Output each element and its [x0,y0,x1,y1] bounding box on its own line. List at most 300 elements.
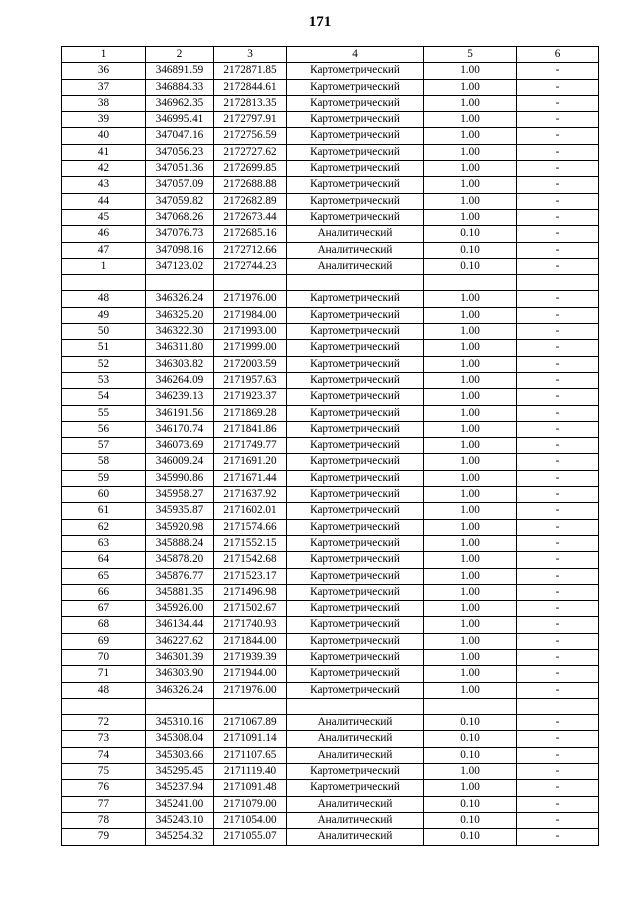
method-cell: Картометрический [287,682,424,698]
y-coordinate-cell: 2172727.62 [214,144,287,160]
method-cell: Картометрический [287,209,424,225]
method-cell: Картометрический [287,291,424,307]
accuracy-cell: 1.00 [424,649,517,665]
y-coordinate-cell [214,275,287,291]
x-coordinate-cell: 347076.73 [146,226,214,242]
note-cell: - [517,128,599,144]
x-coordinate-cell: 347068.26 [146,209,214,225]
point-number-cell: 38 [62,95,146,111]
note-cell: - [517,796,599,812]
y-coordinate-cell: 2171749.77 [214,438,287,454]
point-number-cell: 53 [62,372,146,388]
x-coordinate-cell: 346073.69 [146,438,214,454]
x-coordinate-cell: 346227.62 [146,633,214,649]
accuracy-cell: 1.00 [424,356,517,372]
point-number-cell: 70 [62,649,146,665]
method-cell: Картометрический [287,372,424,388]
x-coordinate-cell: 346326.24 [146,682,214,698]
y-coordinate-cell: 2171939.39 [214,649,287,665]
point-number-cell: 72 [62,715,146,731]
x-coordinate-cell: 346301.39 [146,649,214,665]
x-coordinate-cell: 346303.90 [146,666,214,682]
method-cell [287,275,424,291]
page-number: 171 [308,14,332,30]
table-row [62,764,599,780]
note-cell: - [517,144,599,160]
table-row [62,356,599,372]
x-coordinate-cell: 345926.00 [146,601,214,617]
accuracy-cell: 1.00 [424,780,517,796]
note-cell: - [517,438,599,454]
method-cell: Картометрический [287,79,424,95]
method-cell: Картометрический [287,193,424,209]
table-row [62,324,599,340]
accuracy-cell: 1.00 [424,63,517,79]
note-cell: - [517,633,599,649]
table-row [62,144,599,160]
note-cell: - [517,552,599,568]
x-coordinate-cell [146,275,214,291]
x-coordinate-cell: 346962.35 [146,95,214,111]
x-coordinate-cell: 346264.09 [146,372,214,388]
method-cell: Аналитический [287,715,424,731]
table-row [62,438,599,454]
table-row [62,128,599,144]
y-coordinate-cell: 2171574.66 [214,519,287,535]
table-row [62,503,599,519]
point-number-cell: 78 [62,812,146,828]
y-coordinate-cell: 2172699.85 [214,161,287,177]
method-cell: Картометрический [287,780,424,796]
note-cell: - [517,161,599,177]
table-row [62,372,599,388]
note-cell [517,275,599,291]
accuracy-cell: 0.10 [424,796,517,812]
point-number-cell: 37 [62,79,146,95]
point-number-cell: 52 [62,356,146,372]
accuracy-cell: 1.00 [424,372,517,388]
point-number-cell: 44 [62,193,146,209]
table-row [62,617,599,633]
accuracy-cell: 0.10 [424,242,517,258]
x-coordinate-cell: 346326.24 [146,291,214,307]
y-coordinate-cell: 2171542.68 [214,552,287,568]
y-coordinate-cell: 2171957.63 [214,372,287,388]
note-cell: - [517,242,599,258]
method-cell: Картометрический [287,128,424,144]
method-cell: Картометрический [287,421,424,437]
method-cell: Картометрический [287,470,424,486]
x-coordinate-cell: 346009.24 [146,454,214,470]
table-row [62,79,599,95]
note-cell: - [517,568,599,584]
point-number-cell: 79 [62,829,146,845]
x-coordinate-cell: 345303.66 [146,747,214,763]
table-row [62,405,599,421]
y-coordinate-cell: 2171502.67 [214,601,287,617]
column-header: 3 [214,47,287,63]
point-number-cell: 39 [62,112,146,128]
table-row [62,258,599,274]
method-cell: Аналитический [287,258,424,274]
x-coordinate-cell: 345295.45 [146,764,214,780]
y-coordinate-cell: 2172813.35 [214,95,287,111]
method-cell: Картометрический [287,340,424,356]
column-header: 4 [287,47,424,63]
note-cell: - [517,389,599,405]
x-coordinate-cell: 345920.98 [146,519,214,535]
accuracy-cell: 1.00 [424,568,517,584]
table-row [62,649,599,665]
coordinates-table [61,46,599,846]
method-cell: Картометрический [287,519,424,535]
method-cell: Картометрический [287,633,424,649]
point-number-cell: 62 [62,519,146,535]
point-number-cell: 66 [62,584,146,600]
note-cell: - [517,340,599,356]
method-cell: Аналитический [287,796,424,812]
table-row [62,633,599,649]
y-coordinate-cell: 2171976.00 [214,682,287,698]
method-cell: Картометрический [287,112,424,128]
accuracy-cell: 1.00 [424,666,517,682]
note-cell: - [517,470,599,486]
point-number-cell: 43 [62,177,146,193]
y-coordinate-cell: 2171844.00 [214,633,287,649]
accuracy-cell: 1.00 [424,324,517,340]
x-coordinate-cell: 346891.59 [146,63,214,79]
x-coordinate-cell: 347098.16 [146,242,214,258]
table-row [62,389,599,405]
note-cell: - [517,535,599,551]
x-coordinate-cell: 347047.16 [146,128,214,144]
point-number-cell: 57 [62,438,146,454]
table-row [62,698,599,714]
table-row [62,568,599,584]
accuracy-cell: 0.10 [424,226,517,242]
x-coordinate-cell: 345881.35 [146,584,214,600]
table-row [62,307,599,323]
note-cell: - [517,764,599,780]
y-coordinate-cell: 2171496.98 [214,584,287,600]
x-coordinate-cell: 347056.23 [146,144,214,160]
note-cell: - [517,731,599,747]
method-cell: Картометрический [287,666,424,682]
method-cell: Аналитический [287,242,424,258]
y-coordinate-cell: 2172712.66 [214,242,287,258]
method-cell [287,698,424,714]
y-coordinate-cell: 2172688.88 [214,177,287,193]
accuracy-cell: 1.00 [424,552,517,568]
method-cell: Картометрический [287,324,424,340]
accuracy-cell: 0.10 [424,829,517,845]
point-number-cell: 61 [62,503,146,519]
x-coordinate-cell: 346170.74 [146,421,214,437]
y-coordinate-cell: 2171841.86 [214,421,287,437]
accuracy-cell: 1.00 [424,601,517,617]
method-cell: Картометрический [287,764,424,780]
method-cell: Картометрический [287,356,424,372]
note-cell [517,698,599,714]
accuracy-cell: 1.00 [424,177,517,193]
accuracy-cell: 1.00 [424,307,517,323]
method-cell: Картометрический [287,649,424,665]
point-number-cell: 59 [62,470,146,486]
table-row [62,519,599,535]
accuracy-cell [424,275,517,291]
y-coordinate-cell: 2171999.00 [214,340,287,356]
y-coordinate-cell: 2171055.07 [214,829,287,845]
note-cell: - [517,226,599,242]
method-cell: Аналитический [287,747,424,763]
x-coordinate-cell [146,698,214,714]
x-coordinate-cell: 345310.16 [146,715,214,731]
y-coordinate-cell: 2172744.23 [214,258,287,274]
column-header: 5 [424,47,517,63]
point-number-cell: 51 [62,340,146,356]
point-number-cell: 77 [62,796,146,812]
method-cell: Аналитический [287,731,424,747]
method-cell: Картометрический [287,95,424,111]
accuracy-cell: 1.00 [424,193,517,209]
point-number-cell: 71 [62,666,146,682]
accuracy-cell: 1.00 [424,405,517,421]
y-coordinate-cell: 2171993.00 [214,324,287,340]
table-row [62,487,599,503]
x-coordinate-cell: 345243.10 [146,812,214,828]
note-cell: - [517,519,599,535]
note-cell: - [517,258,599,274]
point-number-cell: 54 [62,389,146,405]
accuracy-cell: 1.00 [424,421,517,437]
accuracy-cell: 1.00 [424,584,517,600]
point-number-cell: 49 [62,307,146,323]
point-number-cell: 75 [62,764,146,780]
accuracy-cell: 1.00 [424,519,517,535]
x-coordinate-cell: 345935.87 [146,503,214,519]
y-coordinate-cell: 2171976.00 [214,291,287,307]
y-coordinate-cell [214,698,287,714]
note-cell: - [517,356,599,372]
x-coordinate-cell: 347123.02 [146,258,214,274]
point-number-cell [62,275,146,291]
x-coordinate-cell: 345990.86 [146,470,214,486]
method-cell: Картометрический [287,601,424,617]
point-number-cell: 48 [62,682,146,698]
y-coordinate-cell: 2171740.93 [214,617,287,633]
method-cell: Картометрический [287,63,424,79]
method-cell: Картометрический [287,503,424,519]
column-header: 1 [62,47,146,63]
x-coordinate-cell: 347051.36 [146,161,214,177]
y-coordinate-cell: 2172844.61 [214,79,287,95]
table-row [62,731,599,747]
y-coordinate-cell: 2171119.40 [214,764,287,780]
accuracy-cell: 1.00 [424,95,517,111]
y-coordinate-cell: 2172685.16 [214,226,287,242]
y-coordinate-cell: 2172756.59 [214,128,287,144]
accuracy-cell: 0.10 [424,258,517,274]
y-coordinate-cell: 2171637.92 [214,487,287,503]
note-cell: - [517,177,599,193]
table-row [62,340,599,356]
point-number-cell: 58 [62,454,146,470]
column-header: 2 [146,47,214,63]
note-cell: - [517,63,599,79]
y-coordinate-cell: 2171552.15 [214,535,287,551]
table-body [62,63,599,845]
accuracy-cell: 1.00 [424,79,517,95]
x-coordinate-cell: 345254.32 [146,829,214,845]
method-cell: Картометрический [287,487,424,503]
y-coordinate-cell: 2171944.00 [214,666,287,682]
x-coordinate-cell: 346884.33 [146,79,214,95]
y-coordinate-cell: 2171984.00 [214,307,287,323]
method-cell: Картометрический [287,438,424,454]
point-number-cell: 50 [62,324,146,340]
x-coordinate-cell: 345958.27 [146,487,214,503]
point-number-cell: 42 [62,161,146,177]
y-coordinate-cell: 2171523.17 [214,568,287,584]
x-coordinate-cell: 346191.56 [146,405,214,421]
note-cell: - [517,454,599,470]
table-row [62,209,599,225]
accuracy-cell [424,698,517,714]
point-number-cell: 41 [62,144,146,160]
accuracy-cell: 1.00 [424,633,517,649]
x-coordinate-cell: 346239.13 [146,389,214,405]
column-header: 6 [517,47,599,63]
note-cell: - [517,584,599,600]
accuracy-cell: 1.00 [424,764,517,780]
table-row [62,666,599,682]
method-cell: Картометрический [287,552,424,568]
table-row [62,421,599,437]
table-row [62,584,599,600]
y-coordinate-cell: 2172673.44 [214,209,287,225]
note-cell: - [517,307,599,323]
x-coordinate-cell: 347057.09 [146,177,214,193]
note-cell: - [517,79,599,95]
x-coordinate-cell: 345888.24 [146,535,214,551]
table-row [62,747,599,763]
point-number-cell: 45 [62,209,146,225]
accuracy-cell: 1.00 [424,291,517,307]
method-cell: Картометрический [287,144,424,160]
table-row [62,552,599,568]
y-coordinate-cell: 2171091.14 [214,731,287,747]
point-number-cell: 60 [62,487,146,503]
accuracy-cell: 1.00 [424,470,517,486]
table-row [62,63,599,79]
accuracy-cell: 1.00 [424,454,517,470]
accuracy-cell: 0.10 [424,731,517,747]
point-number-cell: 63 [62,535,146,551]
x-coordinate-cell: 345876.77 [146,568,214,584]
point-number-cell: 47 [62,242,146,258]
note-cell: - [517,209,599,225]
note-cell: - [517,601,599,617]
accuracy-cell: 1.00 [424,128,517,144]
y-coordinate-cell: 2172797.91 [214,112,287,128]
x-coordinate-cell: 346303.82 [146,356,214,372]
table-header-row [62,47,599,63]
note-cell: - [517,812,599,828]
note-cell: - [517,324,599,340]
point-number-cell: 40 [62,128,146,144]
note-cell: - [517,193,599,209]
note-cell: - [517,487,599,503]
method-cell: Картометрический [287,307,424,323]
y-coordinate-cell: 2171923.37 [214,389,287,405]
table-row [62,470,599,486]
accuracy-cell: 1.00 [424,389,517,405]
note-cell: - [517,421,599,437]
table-row [62,535,599,551]
x-coordinate-cell: 345241.00 [146,796,214,812]
point-number-cell: 55 [62,405,146,421]
accuracy-cell: 1.00 [424,112,517,128]
table-row [62,242,599,258]
accuracy-cell: 1.00 [424,503,517,519]
method-cell: Картометрический [287,454,424,470]
method-cell: Картометрический [287,568,424,584]
method-cell: Картометрический [287,617,424,633]
accuracy-cell: 1.00 [424,340,517,356]
x-coordinate-cell: 345878.20 [146,552,214,568]
point-number-cell: 76 [62,780,146,796]
accuracy-cell: 1.00 [424,487,517,503]
table-row [62,682,599,698]
x-coordinate-cell: 346995.41 [146,112,214,128]
point-number-cell: 69 [62,633,146,649]
method-cell: Аналитический [287,812,424,828]
note-cell: - [517,503,599,519]
method-cell: Аналитический [287,829,424,845]
point-number-cell: 48 [62,291,146,307]
table-row [62,95,599,111]
y-coordinate-cell: 2172003.59 [214,356,287,372]
x-coordinate-cell: 346311.80 [146,340,214,356]
method-cell: Аналитический [287,226,424,242]
y-coordinate-cell: 2171079.00 [214,796,287,812]
point-number-cell: 64 [62,552,146,568]
x-coordinate-cell: 345308.04 [146,731,214,747]
x-coordinate-cell: 346322.30 [146,324,214,340]
table-row [62,226,599,242]
y-coordinate-cell: 2171054.00 [214,812,287,828]
table-row [62,161,599,177]
note-cell: - [517,372,599,388]
note-cell: - [517,682,599,698]
note-cell: - [517,666,599,682]
note-cell: - [517,291,599,307]
point-number-cell: 74 [62,747,146,763]
accuracy-cell: 1.00 [424,438,517,454]
note-cell: - [517,112,599,128]
y-coordinate-cell: 2171107.65 [214,747,287,763]
method-cell: Картометрический [287,177,424,193]
x-coordinate-cell: 346134.44 [146,617,214,633]
note-cell: - [517,715,599,731]
x-coordinate-cell: 345237.94 [146,780,214,796]
accuracy-cell: 0.10 [424,812,517,828]
accuracy-cell: 1.00 [424,682,517,698]
table-row [62,193,599,209]
table-row [62,275,599,291]
table-row [62,812,599,828]
point-number-cell: 68 [62,617,146,633]
